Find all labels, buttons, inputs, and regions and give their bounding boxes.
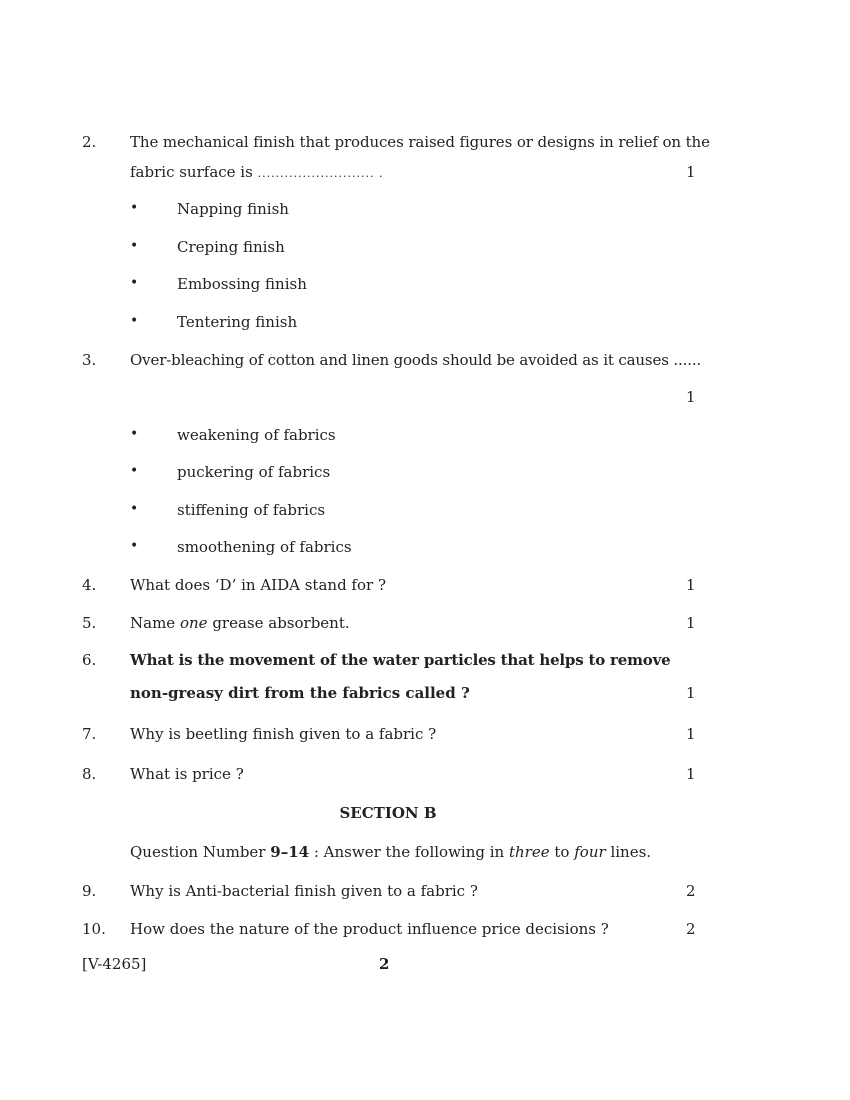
q7-text: Why is beetling finish given to a fabric ? (130, 725, 437, 743)
q2-option-1: Napping finish (177, 200, 289, 218)
q3-option-4: smoothening of fabrics (177, 538, 352, 556)
bullet-icon: • (130, 275, 139, 291)
q2-number: 2. (82, 133, 97, 151)
bullet-icon: • (130, 426, 139, 442)
section-b-instructions: Question Number 9–14 : Answer the following in three to four lines. (130, 843, 652, 861)
section-b-title: SECTION B (339, 804, 437, 822)
q10-number: 10. (82, 920, 106, 938)
q2-option-3: Embossing finish (177, 275, 307, 293)
bullet-icon: • (130, 200, 139, 216)
q4-marks: 1 (686, 576, 696, 594)
q5-text: Name one grease absorbent. (130, 614, 350, 632)
q8-marks: 1 (686, 765, 696, 783)
q4-text: What does ‘D’ in AIDA stand for ? (130, 576, 386, 594)
q8-number: 8. (82, 765, 97, 783)
q3-marks: 1 (686, 388, 696, 406)
q3-text: Over-bleaching of cotton and linen goods should be avoided as it causes ...... (130, 351, 702, 369)
q9-number: 9. (82, 882, 97, 900)
q3-option-3: stiffening of fabrics (177, 501, 326, 519)
bullet-icon: • (130, 238, 139, 254)
bullet-icon: • (130, 313, 139, 329)
q6-number: 6. (82, 651, 97, 669)
q10-marks: 2 (686, 920, 696, 938)
q6-marks: 1 (686, 684, 696, 702)
q6-text-line1: What is the movement of the water particles that helps to remove (130, 651, 671, 669)
bullet-icon: • (130, 463, 139, 479)
q2-marks: 1 (686, 163, 696, 181)
q2-blank: .......................... . (257, 167, 384, 180)
q3-number: 3. (82, 351, 97, 369)
q2-text-line1: The mechanical finish that produces raised figures or designs in relief on the (130, 133, 710, 151)
q3-option-1: weakening of fabrics (177, 426, 336, 444)
q2-option-2: Creping finish (177, 238, 285, 256)
q9-marks: 2 (686, 882, 696, 900)
q9-text: Why is Anti-bacterial finish given to a fabric ? (130, 882, 478, 900)
bullet-icon: • (130, 538, 139, 554)
q2-text-line2: fabric surface is .......................... . (130, 163, 384, 181)
q5-number: 5. (82, 614, 97, 632)
q4-number: 4. (82, 576, 97, 594)
q8-text: What is price ? (130, 765, 244, 783)
q5-marks: 1 (686, 614, 696, 632)
bullet-icon: • (130, 501, 139, 517)
q10-text: How does the nature of the product influence price decisions ? (130, 920, 609, 938)
q7-number: 7. (82, 725, 97, 743)
q2-option-4: Tentering finish (177, 313, 298, 331)
footer-paper-code: [V-4265] (82, 955, 147, 973)
footer-page-number: 2 (379, 955, 390, 973)
q3-option-2: puckering of fabrics (177, 463, 331, 481)
q7-marks: 1 (686, 725, 696, 743)
q5-emphasis: one (179, 614, 208, 632)
q6-text-line2: non-greasy dirt from the fabrics called ? (130, 684, 470, 702)
